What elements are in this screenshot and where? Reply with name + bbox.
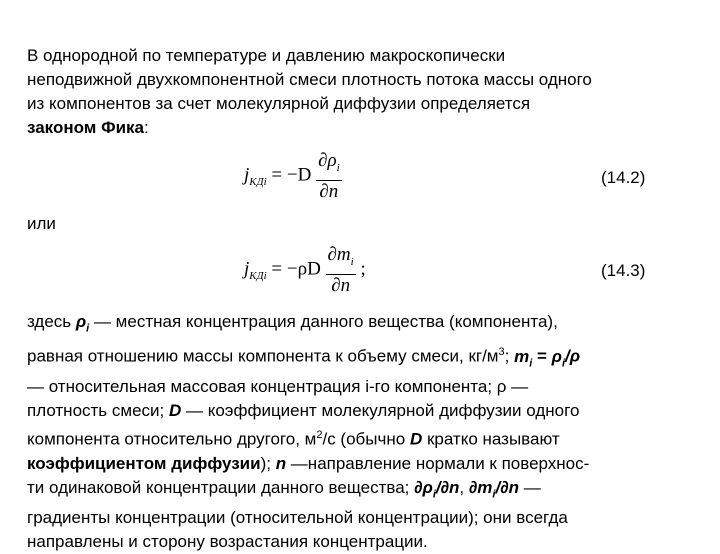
- intro-line-2: неподвижной двухкомпонентной смеси плотность потока массы одного: [27, 70, 592, 89]
- fraction: $\frac{\partial m_i}{\partial n}$: [327, 244, 354, 296]
- explain-line-2: равная отношению массы компонента к объему смеси, $кг/м^3$; $m_i = \rho_i/\rho$: [27, 346, 581, 370]
- explain-line-5: компонента относительно другого, $м^2/с$ (обычно D кратко называют: [27, 429, 560, 450]
- fick-law-term: законом Фика: [27, 118, 144, 137]
- explanation-paragraph: [27, 310, 699, 554]
- diffusion-coefficient-term: коэффициентом диффузии: [27, 454, 261, 474]
- fraction: $\frac{\partial\rho_i}{\partial n}$: [318, 150, 340, 202]
- formula-14-2: $j_{КДi} = -D$ $\frac{\partial\rho_i}{\partial n}$: [244, 150, 340, 202]
- explain-line-6: коэффициентом диффузии); n —направление нормали к поверхнос-: [27, 454, 590, 474]
- explain-line-3: — относительная массовая концентрация i-го компонента; ρ —: [27, 377, 529, 397]
- intro-line-3: из компонентов за счет молекулярной диффузии определяется: [27, 94, 531, 113]
- equation-number-14-2: (14.2): [601, 168, 646, 187]
- explain-line-4: плотность смеси; D — коэффициент молекулярной диффузии одного: [27, 401, 580, 421]
- equation-number-14-3: (14.3): [601, 261, 646, 280]
- or-word: или: [27, 214, 56, 233]
- formula-14-3: $j_{КДi} = -\rho D$ $\frac{\partial m_i}{\partial n}$ ;: [244, 244, 366, 296]
- intro-paragraph: [27, 44, 699, 140]
- intro-line-4: законом Фика:: [27, 118, 149, 137]
- explain-line-8: градиенты концентрации (относительной концентрации); они всегда: [27, 508, 568, 528]
- explain-line-9: направлены и сторону возрастания концентрации.: [27, 532, 428, 552]
- explain-line-7: ти одинаковой концентрации данного вещества; $\partial\rho_i/\partial n$, $\partial m_i/\partial n$ —: [27, 478, 541, 501]
- explain-line-1: здесь $\rho_i$ — местная концентрация данного вещества (компонента),: [27, 312, 558, 335]
- intro-line-1: В однородной по температуре и давлению макроскопически: [27, 46, 506, 65]
